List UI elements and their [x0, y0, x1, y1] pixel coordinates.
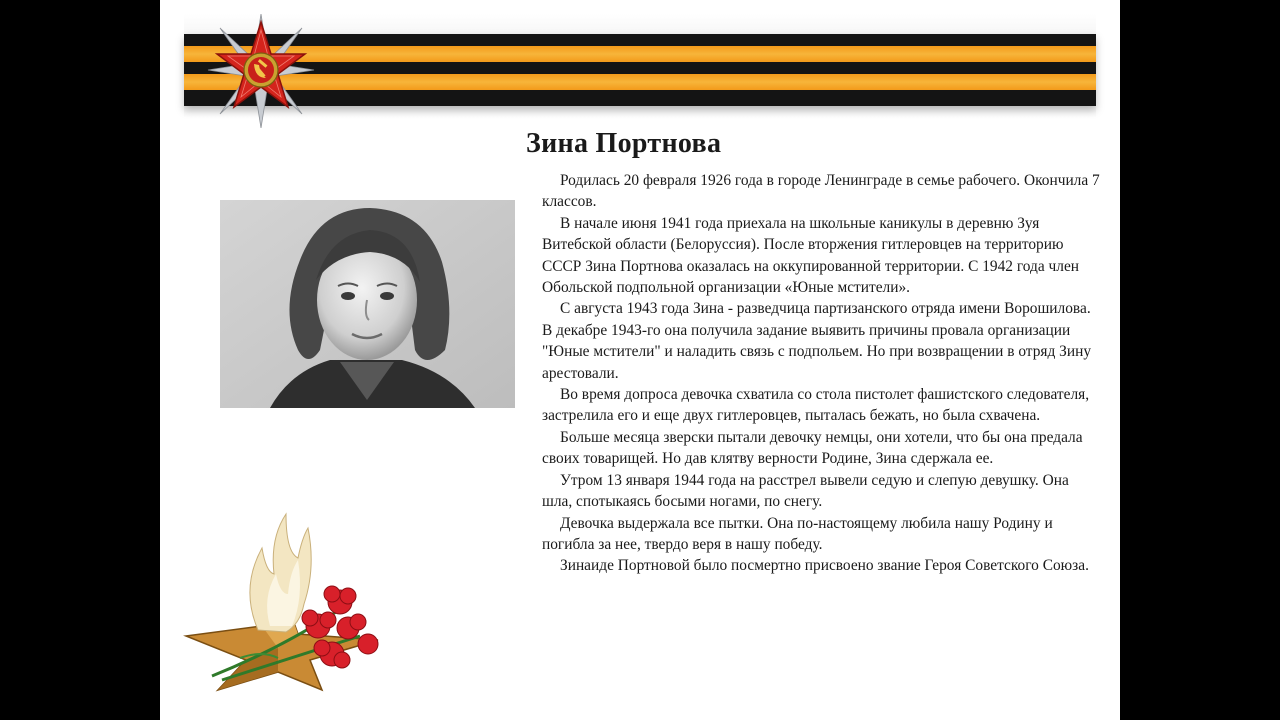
page-title: Зина Портнова [526, 128, 722, 159]
bio-paragraph: Утром 13 января 1944 года на расстрел вывели седую и слепую девушку. Она шла, спотыкаясь босыми ногами, по снегу. [542, 471, 1069, 511]
bio-paragraph: Больше месяца зверски пытали девочку немцы, они хотели, что бы она предала своих товарищей. Но дав клятву верности Родине, Зина сдержала ее. [542, 428, 1083, 468]
biography-text [542, 170, 1102, 577]
eternal-flame-carnations-icon [182, 508, 392, 693]
bio-paragraph: Зинаиде Портновой было посмертно присвоено звание Героя Советского Союза. [560, 557, 1089, 575]
bio-paragraph: Во время допроса девочка схватила со стола пистолет фашистского следователя, застрелила его и еще двух гитлеровцев, пыталась бежать, но была схвачена. [542, 386, 1090, 425]
slide [160, 0, 1120, 720]
order-patriotic-war-icon [206, 12, 316, 130]
portrait-photo [220, 200, 515, 408]
bio-paragraph: Девочка выдержала все пытки. Она по-настоящему любила нашу Родину и погибла за нее, твердо веря в нашу победу. [542, 514, 1053, 553]
bio-paragraph: Родилась 20 февраля 1926 года в городе Ленинграде в семье рабочего. Окончила 7 классов. [542, 172, 1100, 211]
bio-paragraph: С августа 1943 года Зина - разведчица партизанского отряда имени Ворошилова. В декабре 1943-го она получила задание выявить причины провала организации "Юные мстители" и наладить связь с подпольем. Но при возвращении в отряд Зину арестовали. [542, 300, 1092, 382]
st-george-ribbon [184, 34, 1096, 106]
bio-paragraph: В начале июня 1941 года приехала на школьные каникулы в деревню Зуя Витебской области (Белоруссия). После вторжения гитлеровцев на территорию СССР Зина Портнова оказалась на оккупированной территории. С 1942 года член Обольской подпольной организации «Юные мстители». [542, 214, 1080, 297]
